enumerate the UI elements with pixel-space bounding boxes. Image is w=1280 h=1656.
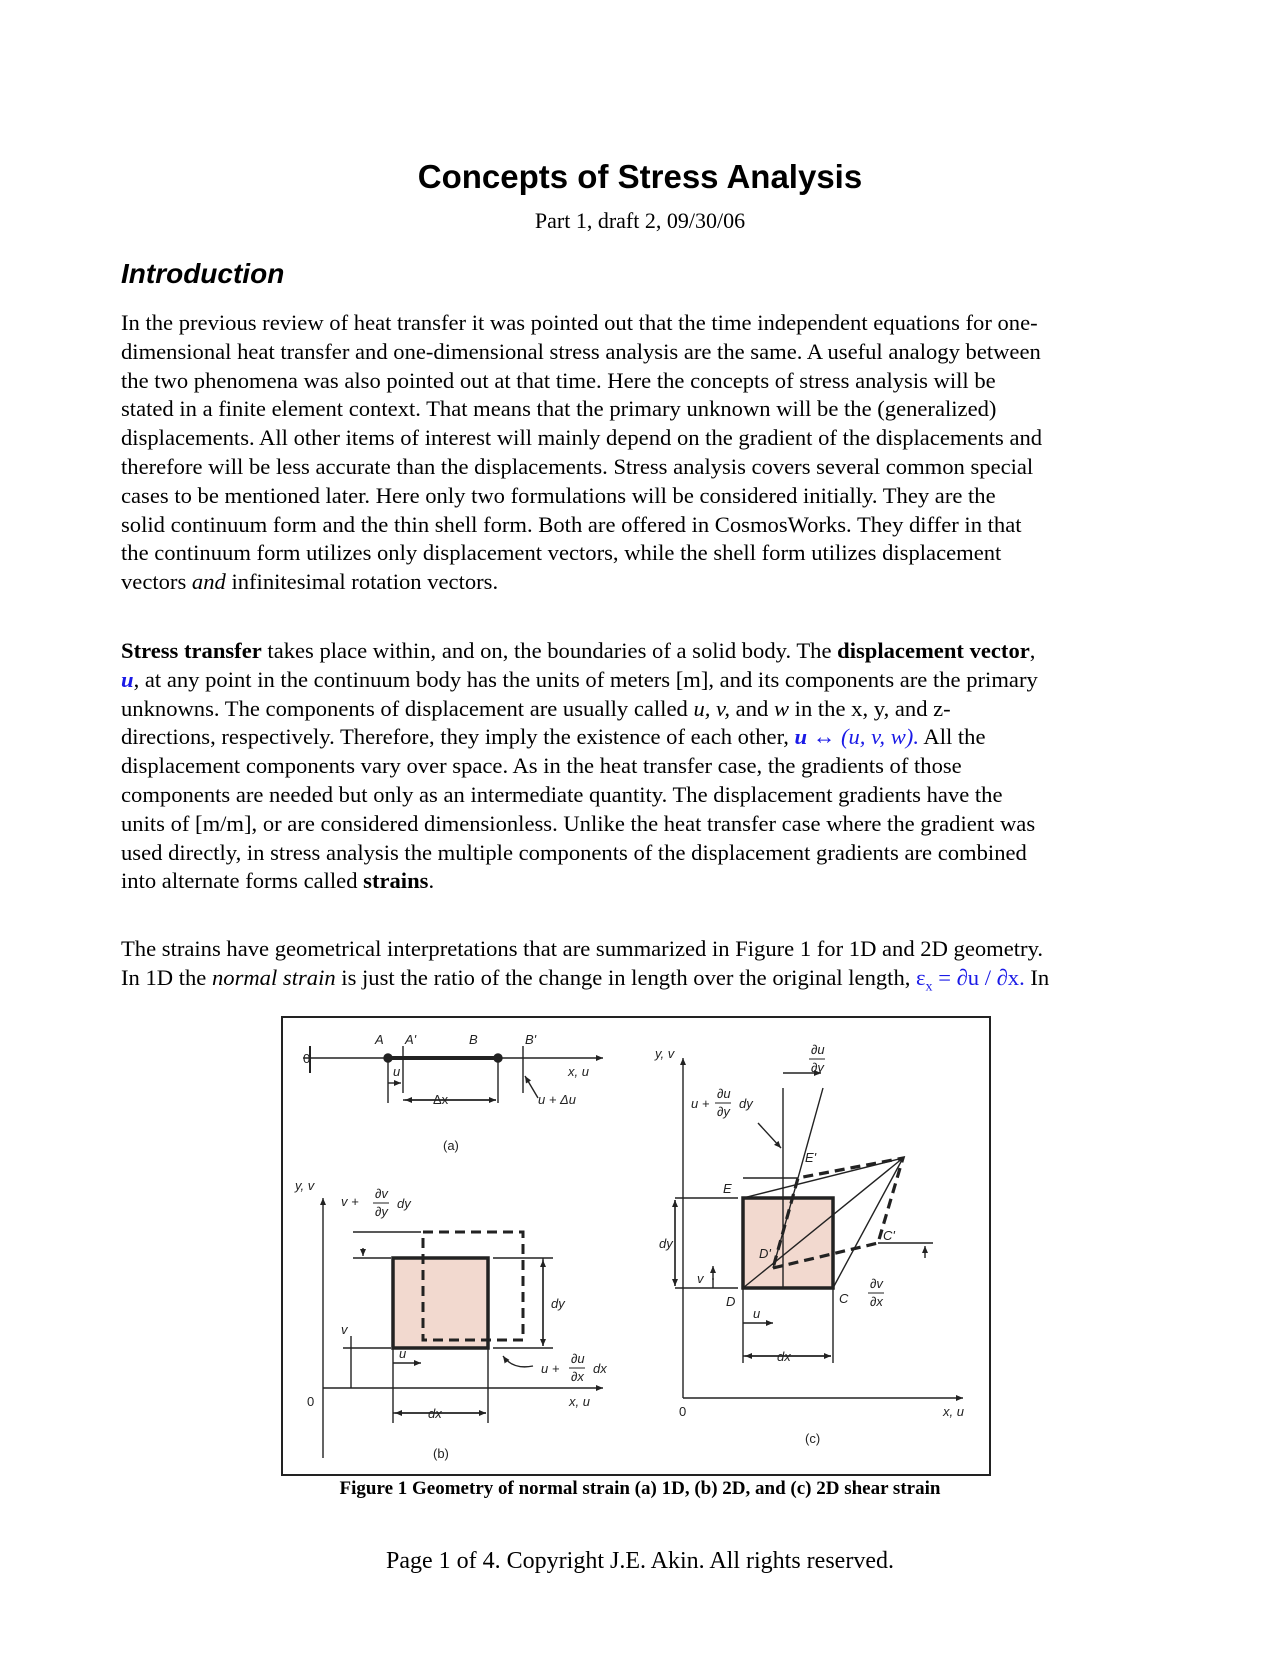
a-label-Aprime: A'	[405, 1032, 417, 1047]
c-Dprime-label: D'	[759, 1246, 771, 1261]
c-Eprime-label: E'	[805, 1150, 817, 1165]
b-dy-side-label: dy	[551, 1296, 565, 1311]
text-line: the two phenomena was also pointed out at that time. Here the concepts of stress analysis will be	[121, 367, 996, 393]
c-dy-top-label: ∂y	[811, 1060, 824, 1075]
c-D-label: D	[726, 1294, 736, 1309]
a-dx-label: Δx	[433, 1092, 449, 1107]
a-label-A: A	[375, 1032, 384, 1047]
b-uplus-label: u +	[541, 1361, 560, 1376]
c-du-label: ∂u	[717, 1086, 731, 1101]
text-line: displacements. All other items of interest will mainly depend on the gradient of the displacements and	[121, 425, 1043, 451]
a-tag: (a)	[443, 1138, 459, 1153]
c-C-label: C	[839, 1291, 849, 1306]
a-label-Bprime: B'	[525, 1032, 537, 1047]
b-u-label: u	[399, 1346, 407, 1361]
text-line: In 1D the normal strain is just the ratio of the change in length over the original length, $\varepsilon_x = \partial u / \partial x$. In	[121, 964, 1050, 995]
c-E-label: E	[723, 1181, 732, 1196]
c-origin-label: 0	[679, 1404, 687, 1419]
text-line: dimensional heat transfer and one-dimensional stress analysis are the same. A useful analogy between	[121, 338, 1041, 364]
c-xaxis-label: x, u	[943, 1404, 964, 1419]
c-Cprime-label: C'	[883, 1228, 895, 1243]
a-u-label: u	[393, 1064, 401, 1079]
c-dx-label: dx	[777, 1349, 791, 1364]
text-line: vectors and infinitesimal rotation vectors.	[121, 569, 499, 595]
paragraph-stress-transfer	[121, 637, 1171, 896]
c-dv-label: ∂v	[870, 1276, 883, 1291]
text-line: displacement components vary over space. As in the heat transfer case, the gradients of those	[121, 753, 962, 779]
b-tag: (b)	[433, 1446, 449, 1461]
c-dy-den-label: ∂y	[717, 1104, 730, 1119]
text-line: The strains have geometrical interpretations that are summarized in Figure 1 for 1D and 2D geometry.	[121, 936, 1044, 961]
page-title: Concepts of Stress Analysis	[417, 158, 863, 195]
text-line: solid continuum form and the thin shell form. Both are offered in CosmosWorks. They differ in that	[121, 511, 1022, 537]
emphasis-and: and	[191, 569, 226, 595]
page-footer: Page 1 of 4. Copyright J.E. Akin. All rights reserved.	[386, 1548, 894, 1574]
a-label-B: B	[469, 1032, 478, 1047]
b-dx-den-label: ∂x	[571, 1369, 584, 1384]
text-line: u, at any point in the continuum body has the units of meters [m], and its components are the primary	[121, 666, 1038, 692]
b-dy-den-label: ∂y	[375, 1204, 388, 1219]
a-axis-label: x, u	[568, 1064, 589, 1079]
c-yaxis-label: y, v	[655, 1046, 675, 1061]
paragraph-strains	[121, 935, 1171, 1002]
figure-svg	[283, 1018, 989, 1474]
text-line: into alternate forms called strains.	[121, 868, 435, 894]
text-line: used directly, in stress analysis the multiple components of the displacement gradients are combined	[121, 839, 1027, 865]
paragraph-intro	[121, 309, 1171, 597]
b-du-label: ∂u	[571, 1351, 585, 1366]
c-dx-den-label: ∂x	[870, 1294, 883, 1309]
c-uplus-label: u +	[691, 1096, 710, 1111]
b-dx-mult-label: dx	[593, 1361, 607, 1376]
c-dy-side-label: dy	[659, 1236, 673, 1251]
c-v-label: v	[697, 1271, 704, 1286]
text-line: Stress transfer takes place within, and on, the boundaries of a solid body. The displacement vector,	[121, 638, 1036, 663]
section-heading: Introduction	[121, 258, 285, 289]
strain-equation: $\varepsilon_x = \partial u / \partial x$.	[916, 964, 1025, 995]
b-xaxis-label: x, u	[569, 1394, 590, 1409]
c-dy-mult-label: dy	[739, 1096, 753, 1111]
a-udu-label: u + Δu	[538, 1092, 576, 1107]
c-tag: (c)	[805, 1431, 821, 1446]
page-subtitle: Part 1, draft 2, 09/30/06	[534, 208, 746, 233]
b-yaxis-label: y, v	[295, 1178, 315, 1193]
text-line: stated in a finite element context. That means that the primary unknown will be the (generalized)	[121, 396, 997, 422]
text-line: the continuum form utilizes only displacement vectors, while the shell form utilizes displacement	[121, 540, 1002, 566]
b-dx-label: dx	[428, 1406, 442, 1421]
text-line: therefore will be less accurate than the displacements. Stress analysis covers several common special	[121, 453, 1034, 479]
c-du-top-label: ∂u	[811, 1042, 825, 1057]
c-u-label: u	[753, 1306, 761, 1321]
text-line: cases to be mentioned later. Here only two formulations will be considered initially. They are the	[121, 482, 996, 508]
b-origin-label: 0	[307, 1394, 315, 1409]
b-v-label: v	[341, 1322, 348, 1337]
b-dy-mult-label: dy	[397, 1196, 411, 1211]
a-origin-label: 0	[303, 1051, 311, 1066]
text-line: components are needed but only as an intermediate quantity. The displacement gradients have the	[121, 781, 1003, 807]
b-vplus-label: v +	[341, 1194, 359, 1209]
figure-strain-geometry	[281, 1016, 991, 1476]
vector-u: u	[121, 666, 134, 692]
text-line: directions, respectively. Therefore, they imply the existence of each other, u ↔ (u, v, w). All the	[121, 724, 986, 750]
b-element-original	[393, 1258, 488, 1348]
figure-caption: Figure 1 Geometry of normal strain (a) 1D, (b) 2D, and (c) 2D shear strain	[339, 1478, 941, 1499]
b-dv-label: ∂v	[375, 1186, 388, 1201]
text-line: units of [m/m], or are considered dimensionless. Unlike the heat transfer case where the gradient was	[121, 810, 1036, 836]
text-line: unknowns. The components of displacement are usually called u, v, and w in the x, y, and z-	[121, 695, 951, 721]
text-line: In the previous review of heat transfer it was pointed out that the time independent equations for one-	[121, 310, 1038, 335]
vector-relation: ↔ (u, v, w).	[807, 724, 919, 750]
